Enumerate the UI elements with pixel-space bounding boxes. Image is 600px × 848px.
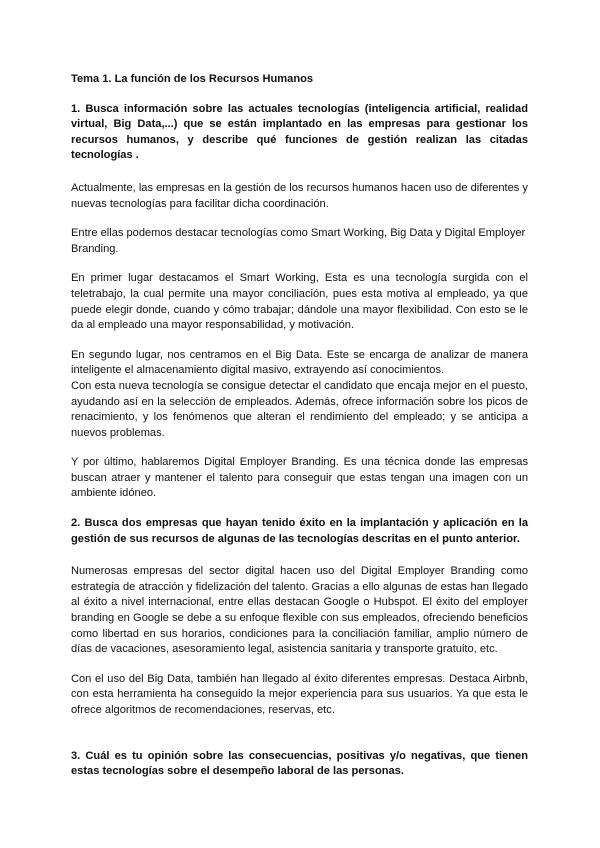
document-title: Tema 1. La función de los Recursos Humanos	[71, 73, 314, 85]
document-page	[71, 72, 528, 797]
paragraph-airbnb: Con el uso del Big Data, también han llegado al éxito diferentes empresas. Destaca Airbnb, con esta herramienta ha conseguido la mejor experiencia para sus usuarios. Ya que esta le ofrece algoritmos de recomendaciones, reservas, etc.	[71, 672, 528, 716]
paragraph-smart-working: En primer lugar destacamos el Smart Working, Esta es una tecnología surgida con el teletrabajo, la cual permite una mayor conciliación, pues esta motiva al empleado, ya que puede elegir donde, cuando y cómo trabajar; dándole una mayor flexibilidad. Con esto se le da al empleado una mayor responsabilidad, y motivación.	[71, 272, 528, 332]
paragraph-big-data	[71, 348, 528, 442]
question-3: 3. Cuál es tu opinión sobre las consecuencias, positivas y/o negativas, que tienen estas tecnologías sobre el desempeño laboral de las personas.	[71, 749, 528, 778]
paragraph-big-data-detail: Con esta nueva tecnología se consigue detectar el candidato que encaja mejor en el puesto, ayudando así en la selección de empleados. Además, ofrece información sobre los picos de renacimiento, y los fenómenos que alteran el rendimiento del empleado; y se anticipa a nuevos problemas.	[71, 379, 528, 439]
paragraph-google-hubspot: Numerosas empresas del sector digital hacen uso del Digital Employer Branding como estrategia de atracción y fidelización del talento. Gracias a ello algunas de estas han llegado al éxito a nivel internacional, entre ellas destacan Google o Hubspot. El éxito del employer branding en Google se debe a su enfoque flexible con sus empleados, ofreciendo beneficios como libertad en sus horarios, condiciones para la conciliación familiar, amplio número de días de vacaciones, asesoramiento legal, asistencia sanitaria y transporte gratuito, etc.	[71, 565, 528, 656]
paragraph-employer-branding: Y por último, hablaremos Digital Employer Branding. Es una técnica donde las empresas buscan atraer y mantener el talento para conseguir que estas tengan una imagen con un ambiente idóneo.	[71, 456, 528, 500]
question-1: 1. Busca información sobre las actuales tecnologías (inteligencia artificial, realidad virtual, Big Data,...) que se están implantado en las empresas para gestionar los recursos humanos, y describe qué funciones de gestión realizan las citadas tecnologías .	[71, 102, 528, 162]
spacer	[71, 733, 528, 749]
paragraph-intro: Actualmente, las empresas en la gestión de los recursos humanos hacen uso de diferentes y nuevas tecnologías para facilitar dicha coordinación.	[71, 181, 528, 210]
paragraph-big-data-intro: En segundo lugar, nos centramos en el Big Data. Este se encarga de analizar de manera inteligente el almacenamiento digital masivo, extrayendo así conocimientos.	[71, 348, 528, 377]
paragraph-technologies: Entre ellas podemos destacar tecnologías como Smart Working, Big Data y Digital Employer Branding.	[71, 227, 526, 255]
question-2: 2. Busca dos empresas que hayan tenido éxito en la implantación y aplicación en la gestión de sus recursos de algunas de las tecnologías descritas en el punto anterior.	[71, 517, 528, 545]
